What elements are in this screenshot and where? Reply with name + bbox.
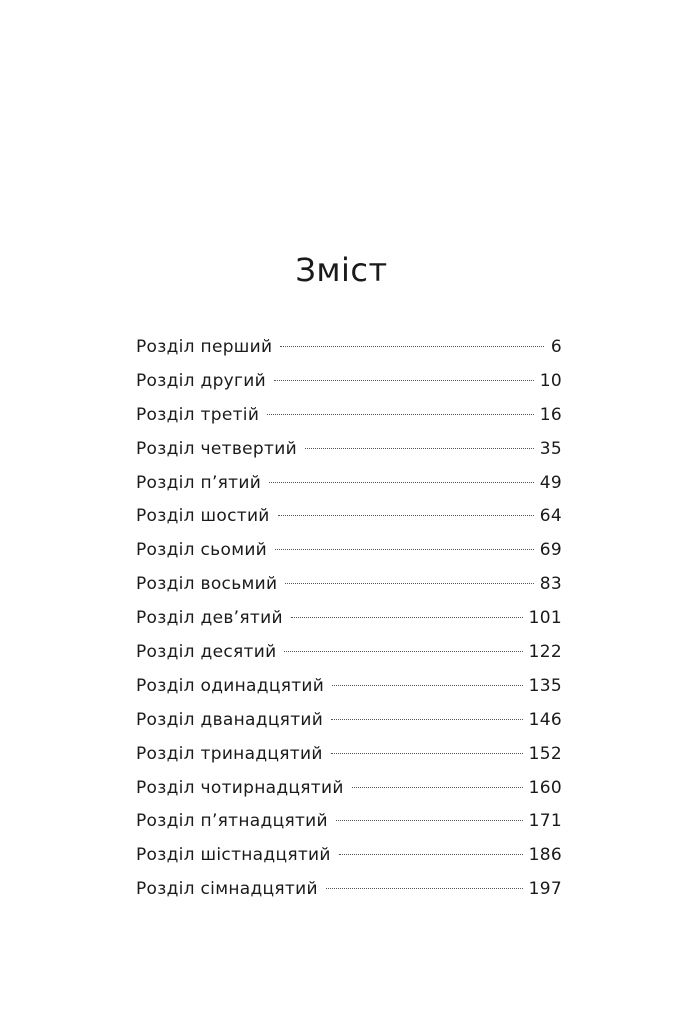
- dot-leader: [336, 819, 523, 821]
- toc-entry-2: [136, 365, 562, 399]
- toc-entry-5: [136, 467, 562, 501]
- toc-entry-17: [136, 873, 562, 907]
- toc-entry-page-number: 101: [528, 608, 562, 629]
- toc-entry-6: [136, 500, 562, 534]
- toc-entry-page-number: 197: [528, 879, 562, 900]
- toc-entry-15: [136, 805, 562, 839]
- toc-entry-label: Розділ п’ятий: [136, 472, 262, 493]
- toc-entry-16: [136, 839, 562, 873]
- toc-entry-label: Розділ другий: [136, 370, 266, 391]
- toc-entry-7: [136, 534, 562, 568]
- toc-entry-label: Розділ восьмий: [136, 574, 278, 595]
- dot-leader: [352, 786, 523, 788]
- toc-entry-page-number: 10: [539, 370, 562, 391]
- dot-leader: [269, 481, 534, 483]
- toc-entry-8: [136, 568, 562, 602]
- toc-entry-label: Розділ сімнадцятий: [136, 879, 318, 900]
- table-of-contents: [136, 331, 562, 907]
- toc-entry-page-number: 146: [528, 709, 562, 730]
- toc-entry-3: [136, 399, 562, 433]
- toc-entry-label: Розділ десятий: [136, 642, 277, 663]
- toc-entry-page-number: 6: [550, 337, 562, 357]
- dot-leader: [339, 853, 523, 855]
- dot-leader: [332, 684, 523, 686]
- toc-entry-page-number: 152: [528, 743, 562, 764]
- toc-entry-label: Розділ шостий: [136, 506, 270, 527]
- toc-entry-label: Розділ четвертий: [136, 438, 297, 459]
- toc-entry-page-number: 186: [528, 845, 562, 866]
- toc-entry-page-number: 49: [539, 472, 562, 493]
- toc-entry-4: [136, 433, 562, 467]
- toc-entry-page-number: 122: [528, 642, 562, 663]
- toc-entry-1: [136, 331, 562, 365]
- toc-entry-page-number: 135: [528, 675, 562, 696]
- toc-entry-label: Розділ п’ятнадцятий: [136, 811, 328, 832]
- toc-entry-10: [136, 636, 562, 670]
- toc-entry-label: Розділ сьомий: [136, 540, 268, 561]
- toc-entry-11: [136, 670, 562, 704]
- page-title: Зміст: [295, 251, 388, 289]
- toc-entry-label: Розділ тринадцятий: [136, 743, 323, 764]
- dot-leader: [278, 514, 534, 516]
- dot-leader: [305, 447, 534, 449]
- toc-entry-label: Розділ шістнадцятий: [136, 845, 331, 866]
- dot-leader: [285, 582, 533, 584]
- dot-leader: [267, 413, 534, 415]
- dot-leader: [326, 887, 523, 889]
- dot-leader: [280, 345, 544, 347]
- toc-entry-label: Розділ дванадцятий: [136, 709, 324, 730]
- dot-leader: [275, 548, 534, 550]
- toc-entry-14: [136, 772, 562, 806]
- dot-leader: [274, 379, 534, 381]
- toc-entry-label: Розділ дев’ятий: [136, 608, 283, 629]
- toc-entry-13: [136, 738, 562, 772]
- toc-entry-12: [136, 704, 562, 738]
- toc-entry-label: Розділ чотирнадцятий: [136, 777, 344, 798]
- toc-entry-page-number: 69: [539, 540, 562, 561]
- toc-entry-9: [136, 602, 562, 636]
- toc-entry-page-number: 35: [539, 438, 562, 459]
- toc-entry-label: Розділ третій: [136, 404, 260, 425]
- dot-leader: [284, 650, 522, 652]
- toc-entry-page-number: 16: [539, 404, 562, 425]
- toc-entry-label: Розділ перший: [136, 337, 273, 357]
- dot-leader: [331, 752, 523, 754]
- toc-entry-page-number: 160: [528, 777, 562, 798]
- dot-leader: [291, 616, 523, 618]
- dot-leader: [331, 718, 523, 720]
- toc-entry-page-number: 83: [539, 574, 562, 595]
- toc-entry-label: Розділ одинадцятий: [136, 675, 325, 696]
- toc-entry-page-number: 171: [528, 811, 562, 832]
- toc-entry-page-number: 64: [539, 506, 562, 527]
